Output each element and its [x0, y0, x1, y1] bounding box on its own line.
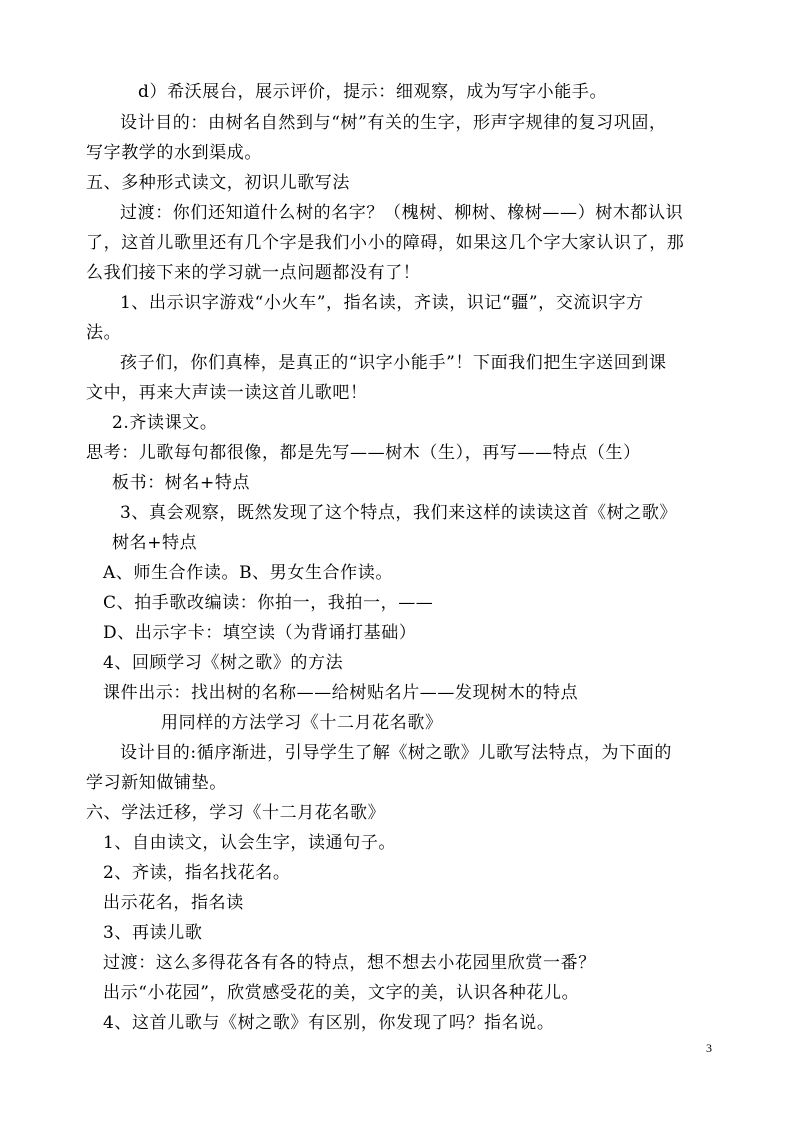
text-line: 设计目的:循序渐进，引导学生了解《树之歌》儿歌写法特点，为下面的	[120, 743, 672, 763]
text-line: 法。	[86, 323, 122, 343]
text-line: 4、回顾学习《树之歌》的方法	[103, 653, 344, 673]
text-line: 1、自由读文，认会生字，读通句子。	[103, 833, 397, 853]
text-line: A、师生合作读。B、男女生合作读。	[103, 563, 393, 583]
text-line: 1、出示识字游戏“小火车”，指名读，齐读，识记“疆”，交流识字方	[120, 293, 644, 313]
text-line: 用同样的方法学习《十二月花名歌》	[161, 713, 443, 733]
text-line: 么我们接下来的学习就一点问题都没有了！	[86, 263, 421, 283]
page-number: 3	[706, 1041, 712, 1055]
text-line: 写字教学的水到渠成。	[86, 143, 262, 163]
text-line: 3、再读儿歌	[103, 923, 203, 943]
section-heading: 六、学法迁移，学习《十二月花名歌》	[86, 803, 386, 823]
text-line: d）希沃展台，展示评价，提示：细观察，成为写字小能手。	[138, 82, 608, 102]
text-line: C、拍手歌改编读：你拍一，我拍一，——	[103, 593, 434, 613]
text-line: 思考：儿歌每句都很像，都是先写——树木（生），再写——特点（生）	[86, 443, 641, 463]
section-heading: 五、多种形式读文，初识儿歌写法	[86, 173, 350, 193]
text-line: 树名+特点	[112, 533, 198, 553]
text-line: 4、这首儿歌与《树之歌》有区别，你发现了吗？指名说。	[103, 1013, 555, 1033]
text-line: 了，这首儿歌里还有几个字是我们小小的障碍，如果这几个字大家认识了，那	[86, 233, 685, 253]
text-line: 孩子们，你们真棒，是真正的“识字小能手”！下面我们把生字送回到课	[120, 353, 667, 373]
text-line: 2.齐读课文。	[112, 413, 218, 433]
text-line: D、出示字卡：填空读（为背诵打基础）	[103, 623, 417, 643]
text-line: 出示花名，指名读	[103, 893, 244, 913]
text-line: 过渡：你们还知道什么树的名字？（槐树、柳树、橡树——）树木都认识	[120, 203, 684, 223]
text-line: 设计目的：由树名自然到与“树”有关的生字，形声字规律的复习巩固，	[120, 113, 667, 133]
text-line: 出示“小花园”，欣赏感受花的美，文字的美，认识各种花儿。	[103, 983, 580, 1003]
text-line: 2、齐读，指名找花名。	[103, 863, 291, 883]
text-line: 文中，再来大声读一读这首儿歌吧！	[86, 383, 368, 403]
text-line: 3、真会观察，既然发现了这个特点，我们来这样的读读这首《树之歌》	[120, 503, 678, 523]
text-line: 课件出示：找出树的名称——给树贴名片——发现树木的特点	[103, 683, 579, 703]
text-line: 学习新知做铺垫。	[86, 773, 227, 793]
text-line: 板书：树名+特点	[112, 473, 251, 493]
text-line: 过渡：这么多得花各有各的特点，想不想去小花园里欣赏一番？	[103, 953, 596, 973]
